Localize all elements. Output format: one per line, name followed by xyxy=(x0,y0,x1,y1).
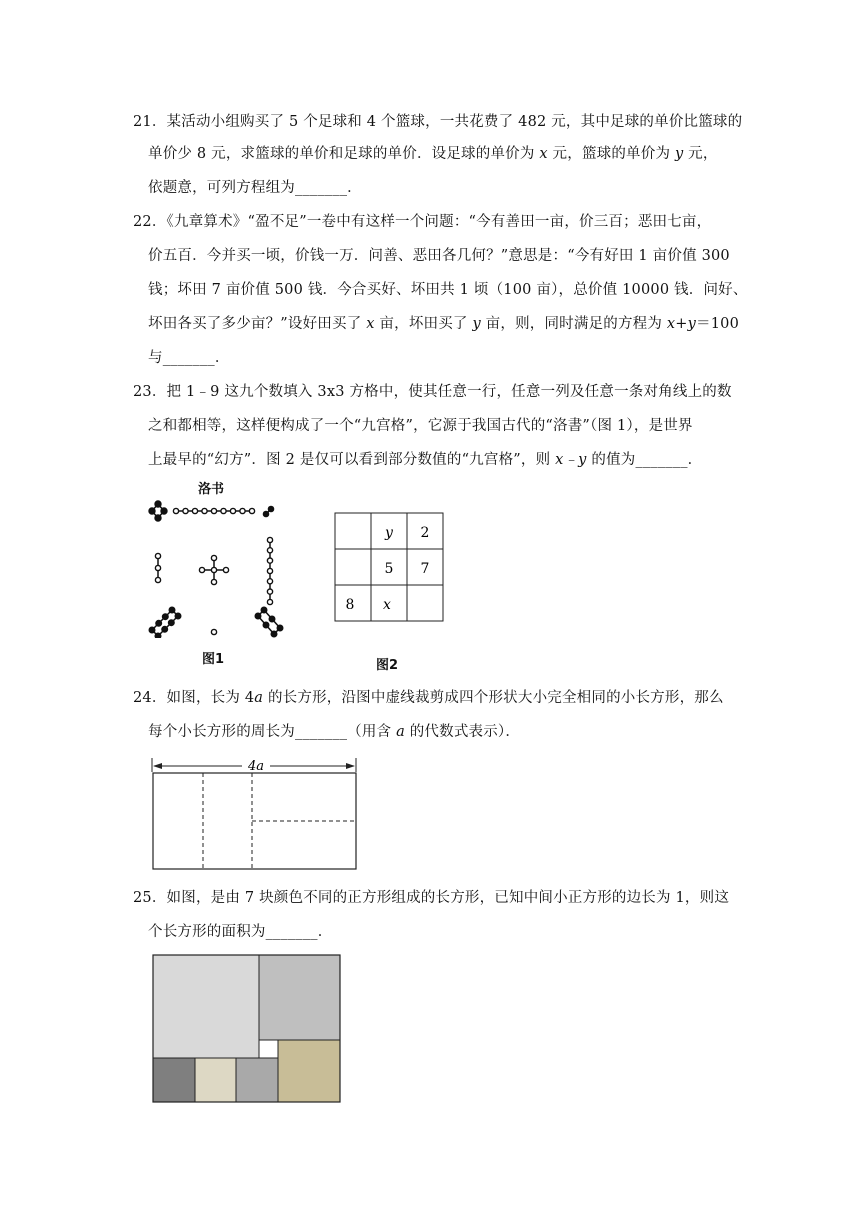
q21-line1: 21．某活动小组购买了 5 个足球和 4 个篮球，一共花费了 482 元，其中足球的单价比篮球的 xyxy=(133,114,743,130)
q22-line2: 价五百．今并买一顷，价钱一万．问善、恶田各几何？”意思是：“今有好田 1 亩价值 300 xyxy=(148,248,730,264)
square-center-small xyxy=(259,1040,278,1058)
rectangle-cut-figure xyxy=(150,756,360,874)
var-a: a xyxy=(396,724,405,740)
square-bottom-right xyxy=(278,1040,340,1102)
q24-text: 每个小长方形的周长为_______（用含 xyxy=(148,724,397,740)
var-x: x xyxy=(366,316,375,332)
grid-cell-1-1: 5 xyxy=(384,561,394,577)
square-top-right xyxy=(259,955,340,1040)
square-large xyxy=(153,955,259,1058)
q24-text: 的代数式表示）． xyxy=(404,724,521,740)
q21-text: 元，篮球的单价为 xyxy=(547,146,675,162)
q22-line4 xyxy=(148,314,739,334)
luoshu-figure xyxy=(146,498,286,638)
grid-cell-0-1: y xyxy=(385,525,393,541)
q23-line2: 之和都相等，这样便构成了一个“九宫格”，它源于我国古代的“洛書”（图 1），是世界 xyxy=(148,418,693,434)
grid-cell-0-2: 2 xyxy=(420,525,430,541)
q22-text: ＝100 xyxy=(696,316,739,332)
q21-line3: 依题意，可列方程组为_______． xyxy=(148,180,362,196)
q24-text: 的长方形，沿图中虚线裁剪成四个形状大小完全相同的小长方形，那么 xyxy=(263,690,724,706)
q21-text: 单价少 8 元，求篮球的单价和足球的单价．设足球的单价为 xyxy=(148,146,540,162)
q22-line1: 22．《九章算术》“盈不足”一卷中有这样一个问题：“今有善田一亩，价三百；恶田七亩， xyxy=(133,214,712,230)
q21-line2 xyxy=(148,144,718,164)
q24-line2 xyxy=(148,722,520,742)
var-x: x xyxy=(539,146,548,162)
equation: x﹣y xyxy=(555,452,587,468)
grid-cell-1-2: 7 xyxy=(420,561,430,577)
q25-line2: 个长方形的面积为_______． xyxy=(148,924,333,940)
fig1-caption: 图1 xyxy=(202,652,225,667)
q25-line1: 25．如图，是由 7 块颜色不同的正方形组成的长方形，已知中间小正方形的边长为 1，则这 xyxy=(133,890,730,906)
q23-line1: 23．把 1﹣9 这九个数填入 3x3 方格中，使其任意一行，任意一列及任意一条对角线上的数 xyxy=(133,384,732,400)
square-bottom-3 xyxy=(236,1058,278,1102)
equation: x+y xyxy=(666,316,697,332)
q22-line5: 与_______． xyxy=(148,350,230,366)
grid-cell-2-1: x xyxy=(383,597,391,613)
q23-line3 xyxy=(148,450,702,470)
squares-rectangle-figure xyxy=(152,954,342,1104)
magic-square-grid xyxy=(334,512,446,624)
q22-text: 亩，坏田买了 xyxy=(374,316,473,332)
q21-text: 元， xyxy=(683,146,718,162)
square-bottom-2 xyxy=(195,1058,236,1102)
var-y: y xyxy=(472,316,481,332)
var-y: y xyxy=(674,146,684,162)
grid-cell-2-0: 8 xyxy=(345,597,355,613)
fig1-title: 洛书 xyxy=(198,482,225,497)
q23-text: 的值为_______． xyxy=(586,452,703,468)
dimension-label: 4a xyxy=(247,759,265,774)
q22-text: 坏田各买了多少亩？”设好田买了 xyxy=(148,316,367,332)
var-a: a xyxy=(254,690,264,706)
q24-text: 24．如图，长为 4 xyxy=(133,690,255,706)
square-bottom-1 xyxy=(153,1058,195,1102)
fig2-caption: 图2 xyxy=(376,658,399,673)
q22-text: 亩，则，同时满足的方程为 xyxy=(480,316,667,332)
q23-text: 上最早的“幻方”．图 2 是仅可以看到部分数值的“九宫格”，则 xyxy=(148,452,556,468)
q22-line3: 钱；坏田 7 亩价值 500 钱．今合买好、坏田共 1 顷（100 亩），总价值 10000 钱．问好、 xyxy=(148,282,748,298)
q24-line1 xyxy=(133,688,724,708)
